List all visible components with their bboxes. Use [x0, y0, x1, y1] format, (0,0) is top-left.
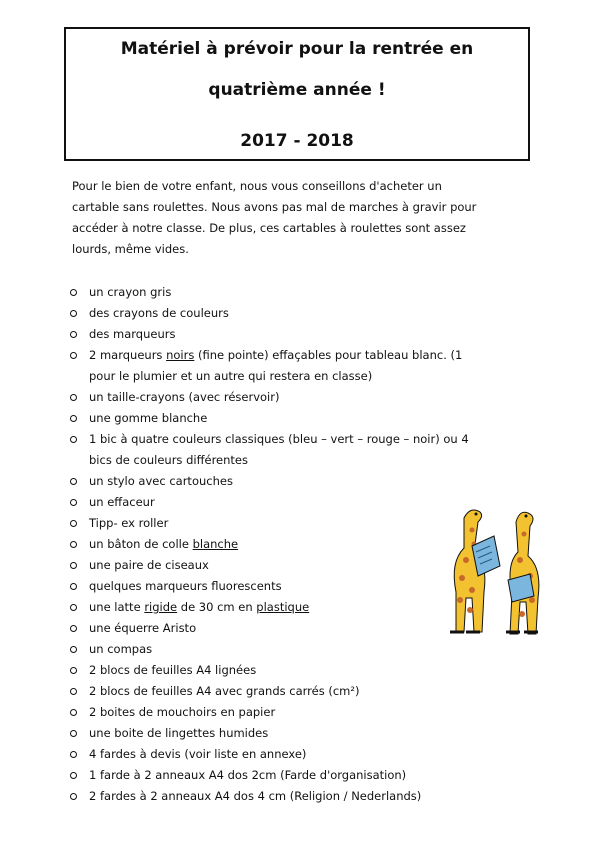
item-text: (fine pointe) effaçables pour tableau blanc. (1: [194, 348, 463, 362]
bullet-icon: [70, 394, 77, 401]
item-text: un bâton de colle: [89, 537, 193, 551]
item-emphasis: rigide: [144, 600, 178, 614]
item-text: 2 fardes à 2 anneaux A4 dos 4 cm (Religion / Nederlands): [89, 789, 422, 803]
item-text: 2 blocs de feuilles A4 avec grands carrés (cm²): [89, 684, 360, 698]
intro-line: lourds, même vides.: [72, 242, 189, 256]
intro-line: Pour le bien de votre enfant, nous vous conseillons d'acheter un: [72, 179, 442, 193]
item-text: un compas: [89, 642, 153, 656]
list-item: [70, 639, 540, 660]
bullet-icon: [70, 499, 77, 506]
bullet-icon: [70, 688, 77, 695]
bullet-icon: [70, 520, 77, 527]
item-text: un taille-crayons (avec réservoir): [89, 390, 280, 404]
item-text: des crayons de couleurs: [89, 306, 229, 320]
item-text-continued: pour le plumier et un autre qui restera en classe): [89, 369, 373, 383]
item-text: un effaceur: [89, 495, 155, 509]
list-item: [70, 429, 540, 471]
list-item: [70, 681, 540, 702]
item-emphasis: plastique: [256, 600, 310, 614]
bullet-icon: [70, 583, 77, 590]
bullet-icon: [70, 436, 77, 443]
item-emphasis: noirs: [166, 348, 195, 362]
list-item: [70, 282, 540, 303]
list-item: [70, 387, 540, 408]
item-text: une équerre Aristo: [89, 621, 197, 635]
bullet-icon: [70, 751, 77, 758]
item-emphasis: blanche: [192, 537, 239, 551]
bullet-icon: [70, 310, 77, 317]
list-item: [70, 765, 540, 786]
item-text: une gomme blanche: [89, 411, 208, 425]
intro-line: accéder à notre classe. De plus, ces cartables à roulettes sont assez: [72, 221, 466, 235]
bullet-icon: [70, 793, 77, 800]
item-text: une boite de lingettes humides: [89, 726, 269, 740]
item-text: de 30 cm en: [177, 600, 257, 614]
page-title: Matériel à prévoir pour la rentrée en: [120, 39, 474, 59]
list-item: [70, 471, 540, 492]
list-item: [70, 786, 540, 807]
page-title-continued: quatrième année !: [208, 80, 386, 100]
giraffes-reading-icon: [436, 500, 554, 642]
item-text-continued: bics de couleurs différentes: [89, 453, 248, 467]
list-item: [70, 324, 540, 345]
item-text: Tipp- ex roller: [89, 516, 169, 530]
school-year: 2017 - 2018: [240, 131, 354, 151]
item-text: des marqueurs: [89, 327, 176, 341]
intro-line: cartable sans roulettes. Nous avons pas mal de marches à gravir pour: [72, 200, 477, 214]
item-text: une latte: [89, 600, 145, 614]
list-item: [70, 702, 540, 723]
bullet-icon: [70, 604, 77, 611]
bullet-icon: [70, 709, 77, 716]
bullet-icon: [70, 625, 77, 632]
list-item: [70, 345, 540, 387]
list-item: [70, 408, 540, 429]
list-item: [70, 744, 540, 765]
right-giraffe: [506, 512, 539, 634]
item-text: 1 farde à 2 anneaux A4 dos 2cm (Farde d'organisation): [89, 768, 407, 782]
bullet-icon: [70, 730, 77, 737]
list-item: [70, 303, 540, 324]
bullet-icon: [70, 331, 77, 338]
bullet-icon: [70, 772, 77, 779]
intro-paragraph: [72, 176, 532, 260]
bullet-icon: [70, 352, 77, 359]
bullet-icon: [70, 667, 77, 674]
bullet-icon: [70, 541, 77, 548]
item-text: 2 blocs de feuilles A4 lignées: [89, 663, 257, 677]
bullet-icon: [70, 646, 77, 653]
item-text: 2 marqueurs: [89, 348, 167, 362]
bullet-icon: [70, 289, 77, 296]
item-text: 2 boites de mouchoirs en papier: [89, 705, 276, 719]
list-item: [70, 660, 540, 681]
bullet-icon: [70, 415, 77, 422]
item-text: 4 fardes à devis (voir liste en annexe): [89, 747, 307, 761]
title-box: [64, 27, 530, 161]
item-text: une paire de ciseaux: [89, 558, 209, 572]
item-text: quelques marqueurs fluorescents: [89, 579, 282, 593]
item-text: un crayon gris: [89, 285, 172, 299]
item-text: un stylo avec cartouches: [89, 474, 233, 488]
list-item: [70, 723, 540, 744]
bullet-icon: [70, 562, 77, 569]
bullet-icon: [70, 478, 77, 485]
item-text: 1 bic à quatre couleurs classiques (bleu – vert – rouge – noir) ou 4: [89, 432, 469, 446]
